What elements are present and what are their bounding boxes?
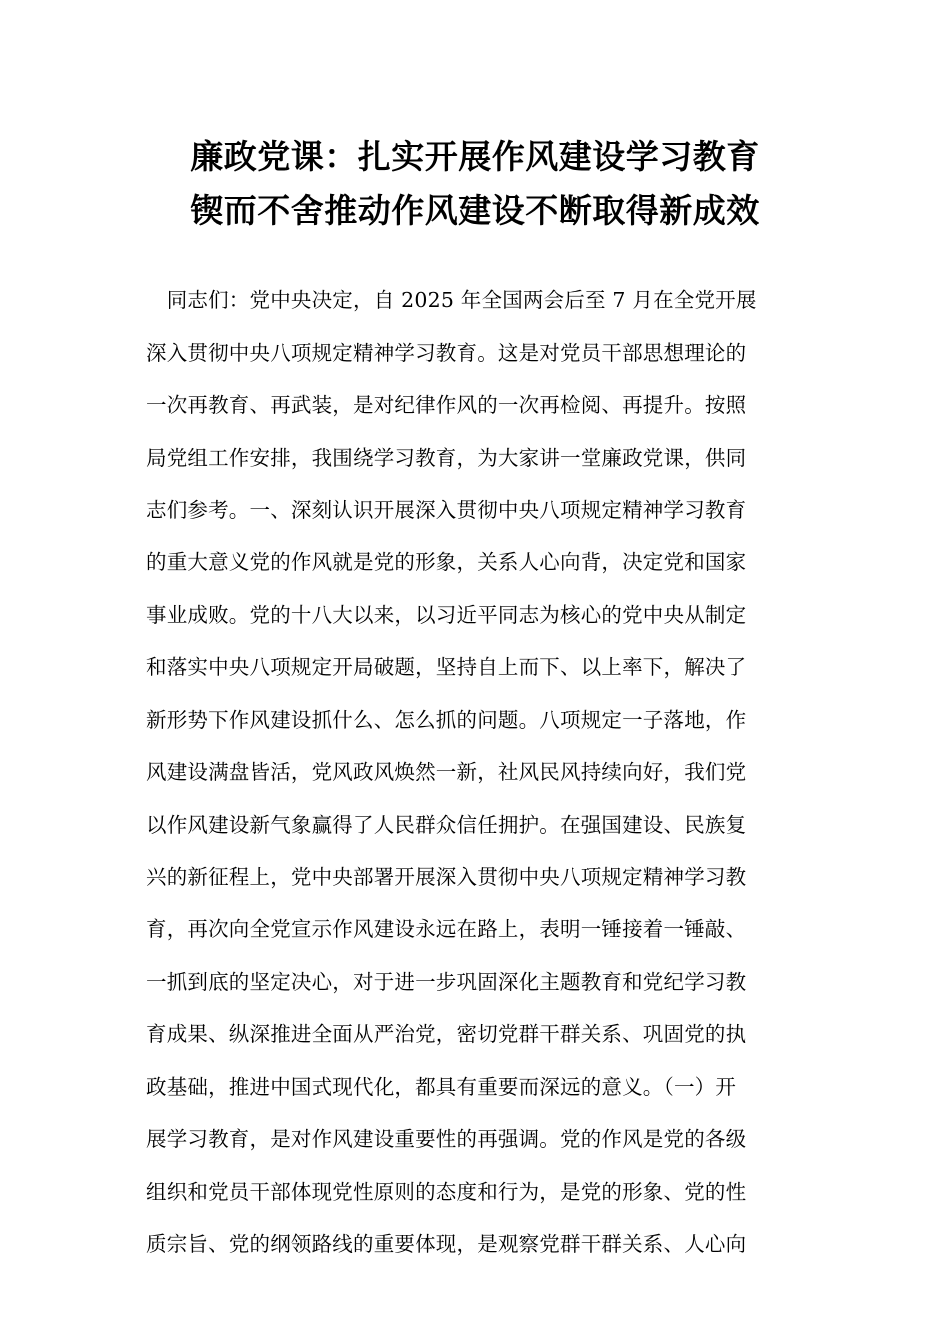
body-line: 风建设满盘皆活，党风政风焕然一新，社风民风持续向好，我们党 xyxy=(146,760,747,784)
body-line: 育成果、纵深推进全面从严治党，密切党群干群关系、巩固党的执 xyxy=(146,1022,747,1046)
body-line: 育，再次向全党宣示作风建设永远在路上，表明一锤接着一锤敲、 xyxy=(146,917,747,941)
body-line: 同志们：党中央决定，自 2025 年全国两会后至 7 月在全党开展 xyxy=(146,288,757,312)
body-line: 政基础，推进中国式现代化，都具有重要而深远的意义。（一）开 xyxy=(146,1075,737,1099)
document-title-line-2: 锲而不舍推动作风建设不断取得新成效 xyxy=(190,191,760,230)
document-title-line-1: 廉政党课：扎实开展作风建设学习教育 xyxy=(190,137,760,176)
body-line: 的重大意义党的作风就是党的形象，关系人心向背，决定党和国家 xyxy=(146,550,747,574)
body-line: 组织和党员干部体现党性原则的态度和行为，是党的形象、党的性 xyxy=(146,1180,747,1204)
body-line: 兴的新征程上，党中央部署开展深入贯彻中央八项规定精神学习教 xyxy=(146,865,747,889)
body-line: 深入贯彻中央八项规定精神学习教育。这是对党员干部思想理论的 xyxy=(146,341,747,365)
body-line: 新形势下作风建设抓什么、怎么抓的问题。八项规定一子落地，作 xyxy=(146,708,747,732)
body-line: 以作风建设新气象赢得了人民群众信任拥护。在强国建设、民族复 xyxy=(146,813,747,837)
body-line: 展学习教育，是对作风建设重要性的再强调。党的作风是党的各级 xyxy=(146,1127,747,1151)
body-line: 和落实中央八项规定开局破题，坚持自上而下、以上率下，解决了 xyxy=(146,655,747,679)
body-line: 质宗旨、党的纲领路线的重要体现，是观察党群干群关系、人心向 xyxy=(146,1232,747,1256)
body-line: 局党组工作安排，我围绕学习教育，为大家讲一堂廉政党课，供同 xyxy=(146,446,747,470)
body-line: 志们参考。一、深刻认识开展深入贯彻中央八项规定精神学习教育 xyxy=(146,498,747,522)
body-line: 事业成败。党的十八大以来，以习近平同志为核心的党中央从制定 xyxy=(146,603,747,627)
body-line: 一次再教育、再武装，是对纪律作风的一次再检阅、再提升。按照 xyxy=(146,393,747,417)
body-line: 一抓到底的坚定决心，对于进一步巩固深化主题教育和党纪学习教 xyxy=(146,970,747,994)
